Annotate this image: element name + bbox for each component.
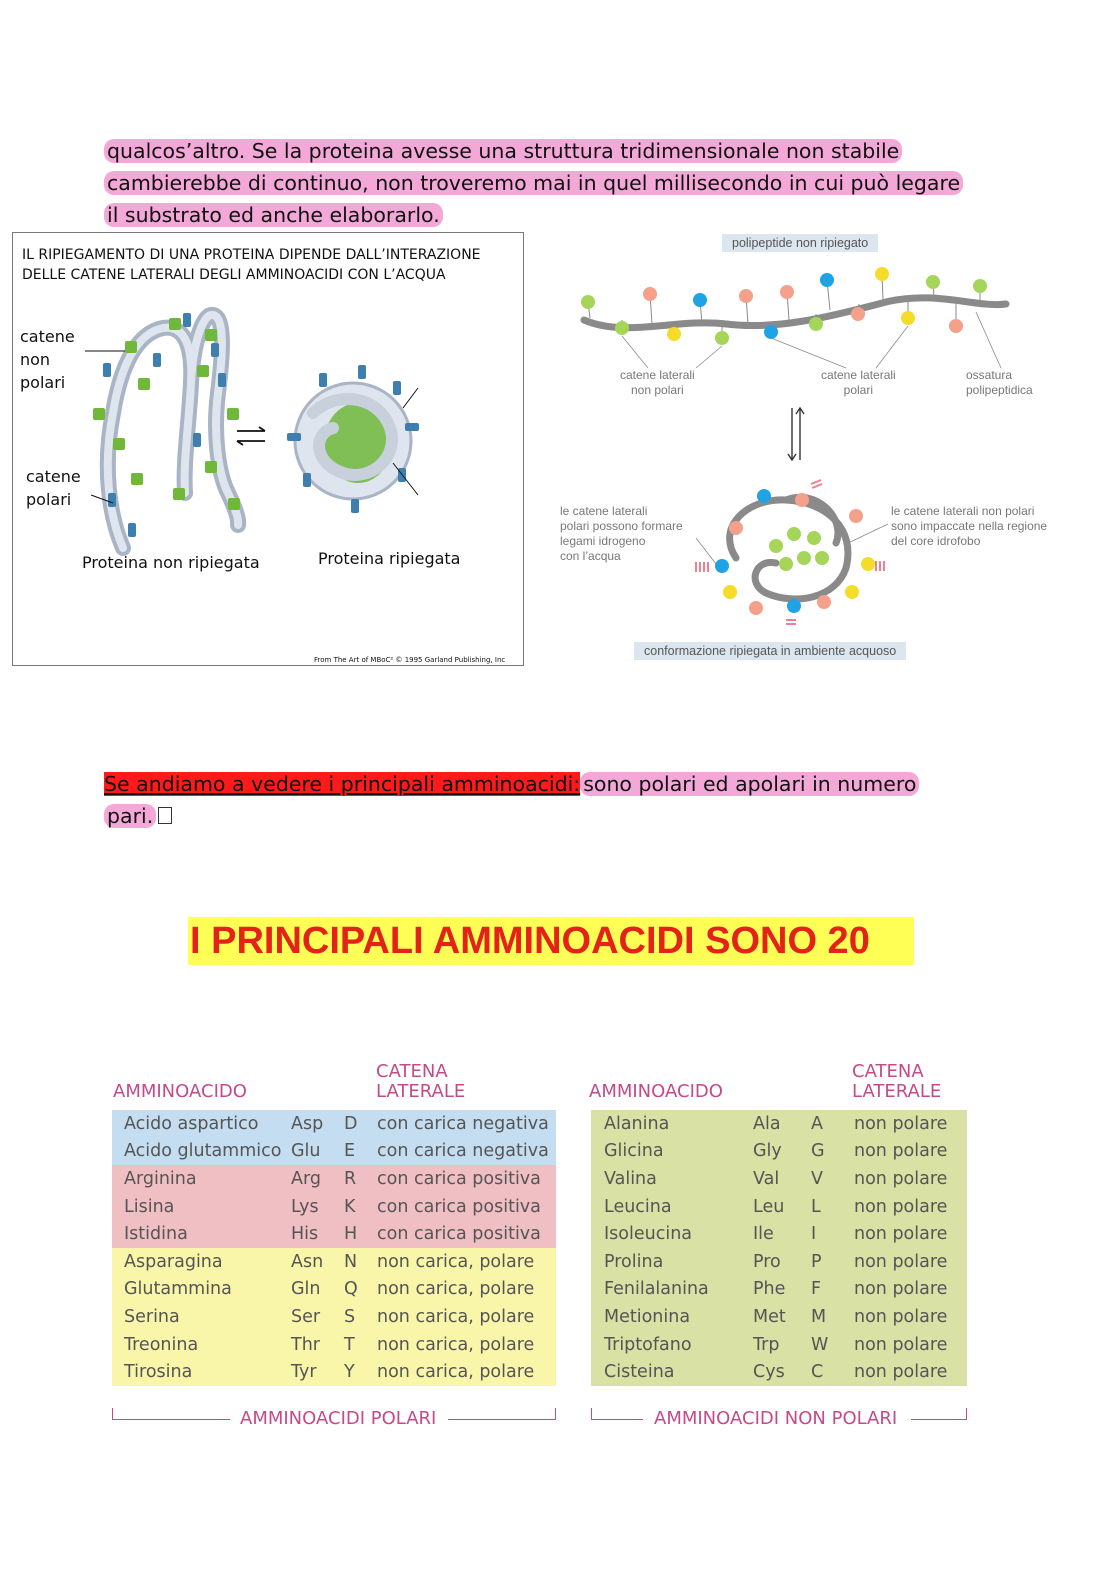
one-letter-code: A — [811, 1113, 823, 1134]
three-letter-code: Gln — [291, 1279, 321, 1300]
caption-polar-water: con l’acqua — [560, 549, 621, 563]
table-row — [112, 1165, 556, 1193]
side-chain-type: non polare — [854, 1168, 948, 1189]
paragraph-line: il substrato ed anche elaborarlo. — [104, 203, 443, 227]
table-row — [591, 1220, 967, 1248]
caption-hydrophobic-core: del core idrofobo — [891, 534, 981, 548]
polar-label: AMMINOACIDI POLARI — [240, 1408, 437, 1429]
side-chain-type: non polare — [854, 1279, 948, 1300]
header-laterale: LATERALE — [376, 1081, 466, 1102]
caption-hydrophobic-core: sono impaccate nella regione — [891, 519, 1048, 533]
caption-nonpolar: non polari — [631, 383, 684, 397]
table-row — [112, 1331, 556, 1359]
figure-title-line: IL RIPIEGAMENTO DI UNA PROTEINA DIPENDE DALL’INTERAZIONE — [22, 247, 481, 263]
side-chain-type: non carica, polare — [377, 1251, 535, 1272]
polar-side-chains — [103, 313, 226, 537]
one-letter-code: Q — [344, 1279, 358, 1300]
table-row — [591, 1276, 967, 1304]
table-row — [591, 1331, 967, 1359]
side-chain-type: non polare — [854, 1362, 948, 1383]
nonpolar-bracket — [591, 1408, 967, 1430]
caption-nonpolar: catene laterali — [620, 368, 695, 382]
table-row — [112, 1276, 556, 1304]
one-letter-code: E — [344, 1141, 356, 1162]
amino-acid-name: Tirosina — [124, 1362, 193, 1383]
table-row — [591, 1303, 967, 1331]
table-row — [112, 1358, 556, 1386]
three-letter-code: Tyr — [291, 1362, 317, 1383]
figure-title-line: DELLE CATENE LATERALI DEGLI AMMINOACIDI CON L’ACQUA — [22, 267, 446, 283]
three-letter-code: Arg — [291, 1168, 321, 1189]
empty-box-glyph — [158, 807, 172, 824]
amino-acid-name: Asparagina — [124, 1251, 223, 1272]
table-row — [112, 1110, 556, 1138]
tag-folded-conformation: conformazione ripiegata in ambiente acquoso — [634, 642, 906, 660]
equilibrium-arrows-vertical — [788, 408, 804, 460]
equilibrium-arrows — [237, 427, 265, 445]
heading-banner: I PRINCIPALI AMMINOACIDI SONO 20 — [188, 917, 914, 965]
side-chain-type: non polare — [854, 1224, 948, 1245]
table-row — [591, 1358, 967, 1386]
one-letter-code: R — [344, 1168, 357, 1189]
amino-acid-name: Isoleucina — [604, 1224, 693, 1245]
table-row — [112, 1220, 556, 1248]
one-letter-code: K — [344, 1196, 356, 1217]
amino-acid-name: Lisina — [124, 1196, 175, 1217]
label-polar: catene — [26, 467, 81, 486]
three-letter-code: Pro — [753, 1251, 781, 1272]
amino-acid-name: Valina — [604, 1168, 657, 1189]
caption-backbone: polipeptidica — [966, 383, 1033, 397]
polar-amino-acids-table — [112, 1110, 556, 1386]
amino-acid-name: Alanina — [604, 1113, 670, 1134]
three-letter-code: Phe — [753, 1279, 786, 1300]
table-row — [591, 1110, 967, 1138]
side-chain-type: con carica negativa — [377, 1113, 549, 1134]
three-letter-code: Asn — [291, 1251, 324, 1272]
three-letter-code: Cys — [753, 1362, 785, 1383]
header-catena: CATENA — [376, 1061, 448, 1082]
polypeptide-diagram — [556, 228, 1076, 648]
table-row — [591, 1138, 967, 1166]
side-chain-type: non polare — [854, 1113, 948, 1134]
table-row — [112, 1193, 556, 1221]
one-letter-code: S — [344, 1306, 356, 1327]
highlight-pink-text: sono polari ed apolari in numero — [580, 772, 919, 796]
paragraph-line: cambierebbe di continuo, non troveremo mai in quel millisecondo in cui può legare — [104, 171, 963, 195]
amino-acid-name: Metionina — [604, 1306, 691, 1327]
three-letter-code: Ser — [291, 1306, 321, 1327]
highlight-red-text: Se andiamo a vedere i principali amminoacidi: — [104, 772, 581, 796]
figure-protein-folding-left — [12, 232, 524, 666]
one-letter-code: I — [811, 1224, 817, 1245]
three-letter-code: Lys — [291, 1196, 319, 1217]
three-letter-code: Ile — [753, 1224, 774, 1245]
tag-unfolded-polypeptide: polipeptide non ripiegato — [722, 234, 878, 252]
paragraph-line: pari. — [104, 804, 156, 828]
three-letter-code: Leu — [753, 1196, 785, 1217]
side-chain-type: non polare — [854, 1334, 948, 1355]
table-row — [591, 1248, 967, 1276]
header-catena-2: CATENA — [852, 1061, 924, 1082]
one-letter-code: Y — [344, 1362, 355, 1383]
table-row — [112, 1248, 556, 1276]
amino-acid-name: Serina — [124, 1306, 180, 1327]
one-letter-code: W — [811, 1334, 829, 1355]
one-letter-code: V — [811, 1168, 823, 1189]
one-letter-code: M — [811, 1306, 827, 1327]
three-letter-code: Trp — [753, 1334, 780, 1355]
side-chain-type: non polare — [854, 1196, 948, 1217]
one-letter-code: C — [811, 1362, 824, 1383]
label-nonpolar: non — [20, 350, 51, 369]
one-letter-code: T — [344, 1334, 355, 1355]
protein-folding-illustration — [13, 233, 523, 665]
side-chain-type: non polare — [854, 1251, 948, 1272]
side-chain-type: con carica negativa — [377, 1141, 549, 1162]
three-letter-code: Thr — [291, 1334, 320, 1355]
label-polar: polari — [26, 490, 72, 509]
side-chain-type: non polare — [854, 1306, 948, 1327]
side-chain-type: non carica, polare — [377, 1279, 535, 1300]
amino-acid-name: Triptofano — [604, 1334, 692, 1355]
three-letter-code: Ala — [753, 1113, 781, 1134]
caption-polar: polari — [843, 383, 874, 397]
amino-acid-name: Acido aspartico — [124, 1113, 259, 1134]
three-letter-code: Glu — [291, 1141, 321, 1162]
amino-acid-name: Treonina — [124, 1334, 199, 1355]
label-folded-protein: Proteina ripiegata — [318, 549, 461, 568]
label-nonpolar: catene — [20, 327, 75, 346]
one-letter-code: D — [344, 1113, 358, 1134]
caption-hydrophobic-core: le catene laterali non polari — [891, 504, 1035, 518]
caption-polar-water: le catene laterali — [560, 504, 648, 518]
side-chain-type: non carica, polare — [377, 1334, 535, 1355]
table-row — [112, 1138, 556, 1166]
header-amminoacido-2: AMMINOACIDO — [589, 1081, 723, 1102]
figure-protein-folding-right — [556, 228, 1076, 668]
header-laterale-2: LATERALE — [852, 1081, 942, 1102]
amino-acid-name: Cisteina — [604, 1362, 675, 1383]
nonpolar-label: AMMINOACIDI NON POLARI — [654, 1408, 898, 1429]
three-letter-code: Asp — [291, 1113, 324, 1134]
amino-acid-name: Prolina — [604, 1251, 664, 1272]
side-chain-dots — [581, 267, 987, 345]
caption-polar-water: polari possono formare — [560, 519, 683, 533]
table-row — [591, 1165, 967, 1193]
table-row — [591, 1193, 967, 1221]
caption-polar: catene laterali — [821, 368, 896, 382]
one-letter-code: L — [811, 1196, 821, 1217]
amino-acid-name: Glicina — [604, 1141, 664, 1162]
side-chain-type: con carica positiva — [377, 1168, 541, 1189]
polar-bracket — [112, 1408, 556, 1430]
one-letter-code: H — [344, 1224, 358, 1245]
second-paragraph — [104, 768, 1024, 832]
table-row — [112, 1303, 556, 1331]
figure-credit: From The Art of MBoC² © 1995 Garland Publishing, Inc — [314, 656, 506, 664]
three-letter-code: Gly — [753, 1141, 782, 1162]
nonpolar-amino-acids-table — [591, 1110, 967, 1386]
label-unfolded-protein: Proteina non ripiegata — [82, 553, 260, 572]
one-letter-code: N — [344, 1251, 358, 1272]
three-letter-code: Val — [753, 1168, 780, 1189]
amino-acid-name: Acido glutammico — [124, 1141, 282, 1162]
caption-polar-water: legami idrogeno — [560, 534, 646, 548]
intro-paragraph — [104, 135, 1024, 231]
side-chain-type: non carica, polare — [377, 1362, 535, 1383]
paragraph-line: qualcos’altro. Se la proteina avesse una struttura tridimensionale non stabile — [104, 139, 902, 163]
side-chain-type: con carica positiva — [377, 1196, 541, 1217]
one-letter-code: F — [811, 1279, 822, 1300]
side-chain-type: non carica, polare — [377, 1306, 535, 1327]
amino-acid-name: Leucina — [604, 1196, 672, 1217]
amino-acid-name: Glutammina — [124, 1279, 232, 1300]
one-letter-code: P — [811, 1251, 822, 1272]
label-nonpolar: polari — [20, 373, 66, 392]
amino-acid-name: Fenilalanina — [604, 1279, 709, 1300]
side-chain-type: non polare — [854, 1141, 948, 1162]
amino-acid-name: Istidina — [124, 1224, 188, 1245]
caption-backbone: ossatura — [966, 368, 1013, 382]
one-letter-code: G — [811, 1141, 825, 1162]
three-letter-code: His — [291, 1224, 319, 1245]
amino-acid-name: Arginina — [124, 1168, 197, 1189]
header-amminoacido: AMMINOACIDO — [113, 1081, 247, 1102]
side-chain-type: con carica positiva — [377, 1224, 541, 1245]
three-letter-code: Met — [753, 1306, 786, 1327]
